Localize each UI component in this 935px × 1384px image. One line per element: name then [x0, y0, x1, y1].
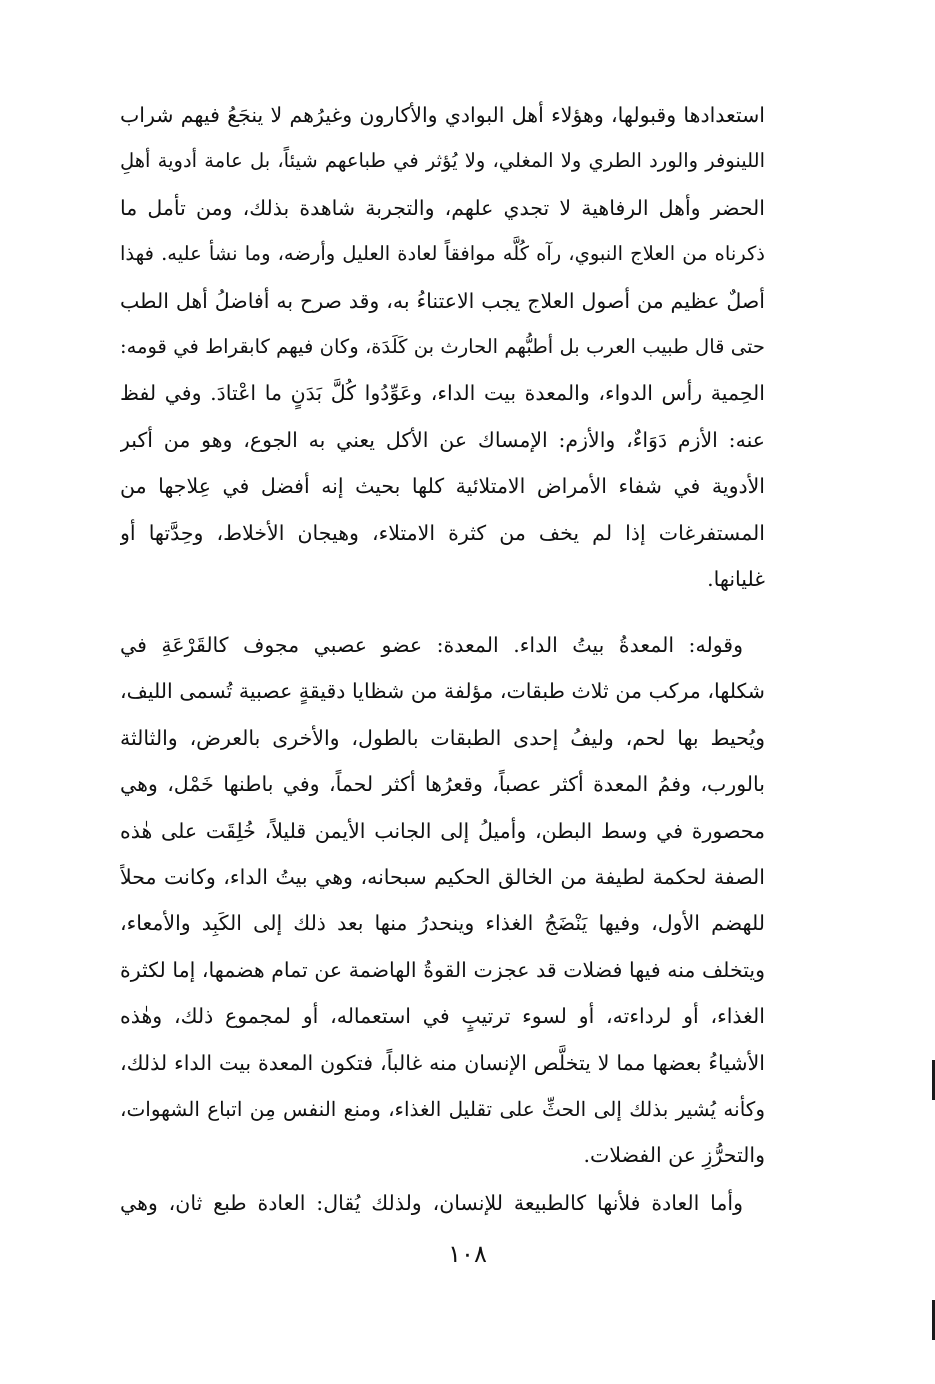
text-line: ويُحيط بها لحم، وليفُ إحدى الطبقات بالطول، والأخرى بالعرض، والثالثة [120, 725, 765, 750]
text-line: الأدوية في شفاء الأمراض الامتلائية كلها بحيث إنه أفضل في عِلاجها من [120, 474, 765, 499]
text-line: الصفة لحكمة لطيفة من الخالق الحكيم سبحانه، وهي بيتُ الداء، وكانت محلاً [120, 864, 765, 889]
text-line: وقوله: المعدةُ بيتُ الداء. المعدة: عضو عصبي مجوف كالقَرْعَةِ في [120, 633, 743, 657]
text-line: شكلها، مركب من ثلاث طبقات، مؤلفة من شظايا دقيقةٍ عصبية تُسمى الليف، [120, 679, 765, 704]
text-line: المستفرغات إذا لم يخف من كثرة الامتلاء، وهيجان الأخلاط، وحِدَّتها أو [120, 520, 765, 545]
text-line: اللينوفر والورد الطري ولا المغلي، ولا يُؤثر في طباعهم شيئاً، بل عامة أدوية أهلِ [120, 149, 765, 173]
text-line: ويتخلف منه فيها فضلات قد عجزت القوةُ الهاضمة عن تمام هضمها، إما لكثرة [120, 957, 765, 982]
text-line: الحِمية رأس الدواء، والمعدة بيت الداء، وعَوِّدُوا كُلَّ بَدَنٍ ما اعْتادَ. وفي لفظ [120, 381, 765, 406]
paragraph-2 [120, 622, 765, 1179]
paragraph-3 [120, 1180, 765, 1226]
text-line: بالورب، وفمُ المعدة أكثر عصباً، وقعرُها أكثر لحماً، وفي باطنها خَمْل، وهي [120, 772, 765, 797]
text-line: غليانها. [707, 566, 765, 591]
text-line: حتى قال طبيب العرب بل أطبُّهم الحارث بن كَلَدَة، وكان فيهم كابقراط في قومه: [120, 334, 765, 358]
text-line: وكأنه يُشير بذلك إلى الحثِّ على تقليل الغذاء، ومنع النفس مِن اتباع الشهوات، [120, 1096, 765, 1121]
text-line: ذكرناه من العلاج النبوي، رآه كُلَّه موافقاً لعادة العليل وأرضه، وما نشأ عليه. فهذا [120, 242, 765, 266]
text-line: الحضر وأهل الرفاهية لا تجدي علهم، والتجربة شاهدة بذلك، ومن تأمل ما [120, 195, 765, 220]
text-line: عنه: الأزم دَوَاءٌ، والأزم: الإمساك عن الأكل يعني به الجوع، وهو من أكبر [120, 427, 765, 452]
text-line: للهضم الأول، وفيها يَنْضَجُ الغذاء وينحدرُ منها بعد ذلك إلى الكَبِد والأمعاء، [120, 911, 765, 936]
text-line: أصلٌ عظيم من أصول العلاج يجب الاعتناءُ به، وقد صرح به أفاضلُ أهل الطب [120, 288, 765, 313]
text-line: محصورة في وسط البطن، وأميلُ إلى الجانب الأيمن قليلاً، خُلِقَت على هٰذه [120, 818, 765, 843]
text-line: الأشياءُ بعضها مما لا يتخلَّص الإنسان منه غالباً، فتكون المعدة بيت الداء لذلك، [120, 1050, 765, 1075]
text-line: استعدادها وقبولها، وهؤلاء أهل البوادي والأكارون وغيرُهم لا ينجَعُ فيهم شراب [120, 103, 765, 127]
paragraph-1 [120, 92, 765, 602]
text-line: والتحرُّزِ عن الفضلات. [583, 1143, 765, 1168]
text-line: الغذاء، أو لرداءته، أو لسوء ترتيبٍ في استعماله، أو لمجموع ذلك، وهٰذه [120, 1004, 765, 1029]
page-number: ١٠٨ [448, 1240, 487, 1268]
text-line: وأما العادة فلأنها كالطبيعة للإنسان، ولذلك يُقال: العادة طبع ثان، وهي [120, 1191, 743, 1215]
